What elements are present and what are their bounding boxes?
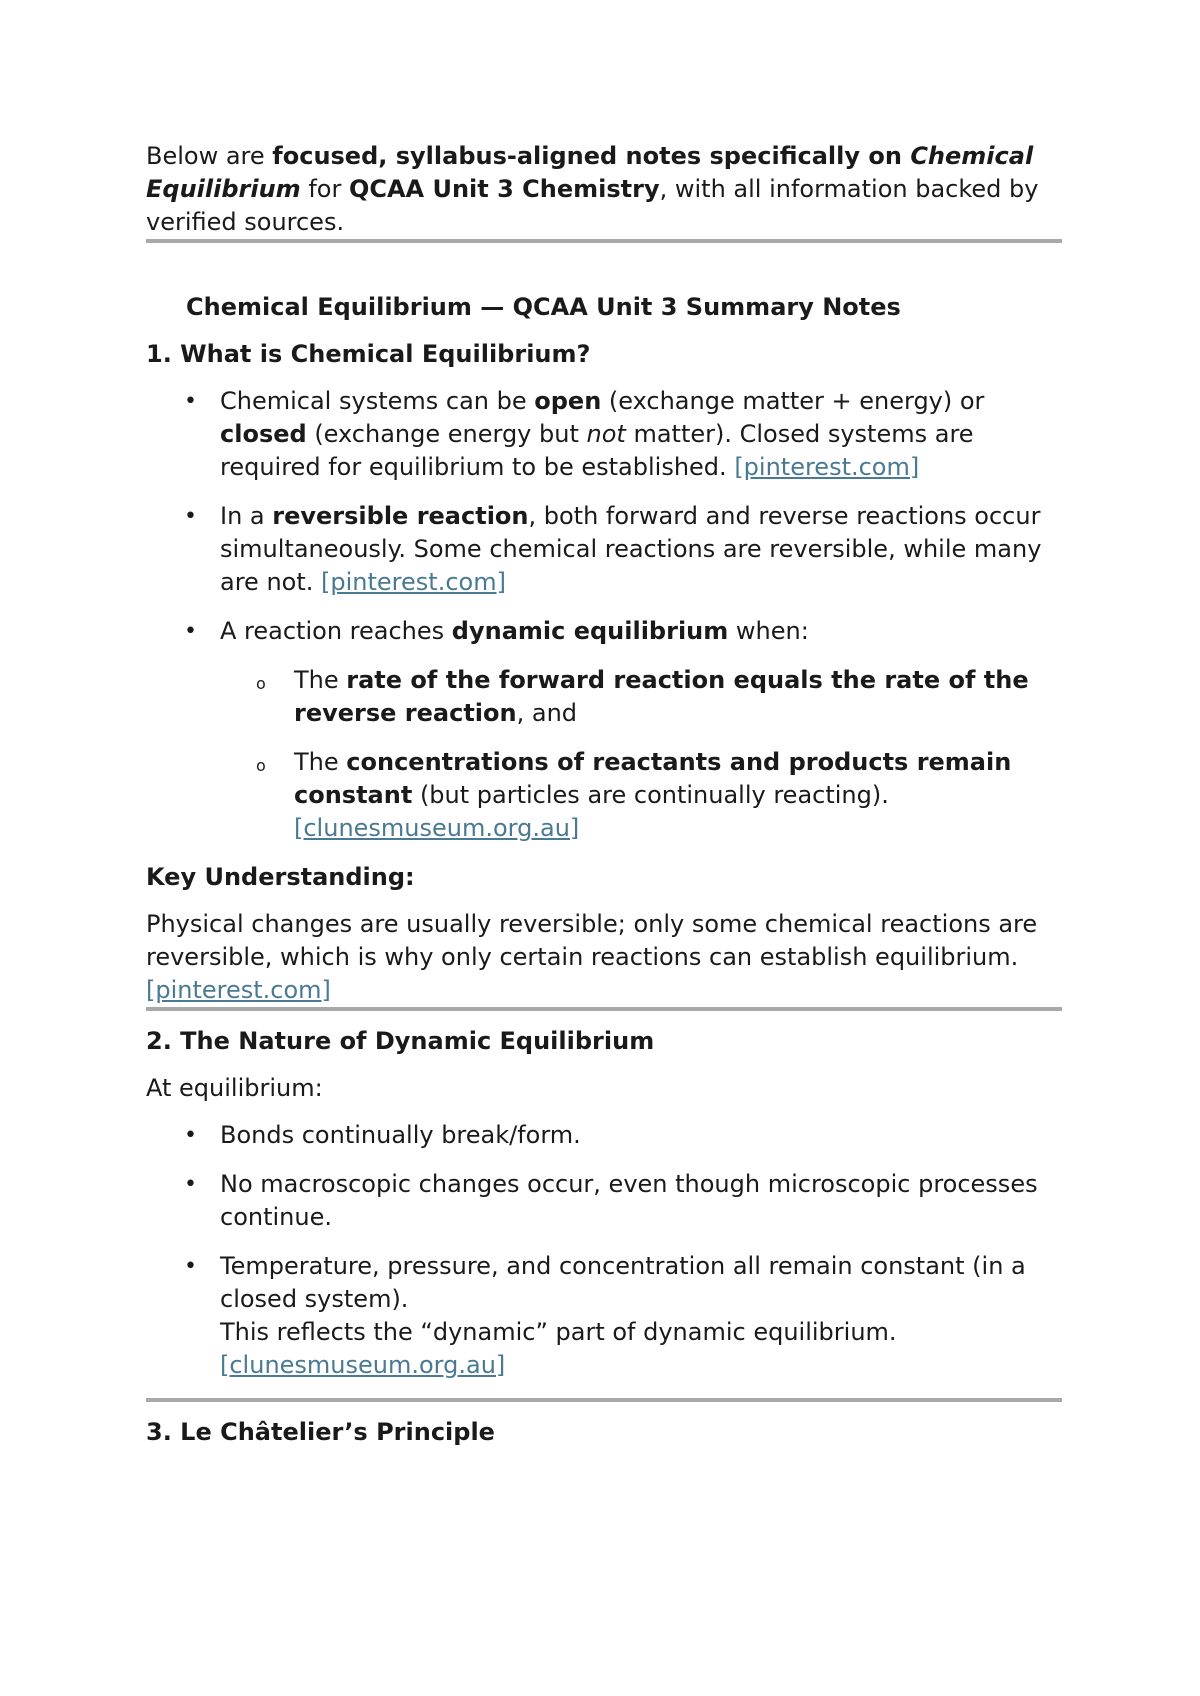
document-page — [146, 140, 1068, 1449]
text: Bonds continually break/form. — [220, 1121, 581, 1149]
intro-paragraph — [146, 140, 1068, 239]
text: , and — [516, 699, 578, 727]
italic-text: not — [586, 420, 626, 448]
section-2-lead: At equilibrium: — [146, 1074, 323, 1102]
list-item — [146, 500, 1068, 599]
text: This reflects the “dynamic” part of dynamic equilibrium. — [220, 1318, 897, 1346]
intro-bold-italic: Chemical Equilibrium — [146, 142, 1034, 203]
bold-text: dynamic equilibrium — [451, 617, 729, 645]
sub-bullet-icon: o — [256, 756, 266, 775]
text: (but particles are continually reacting). — [412, 781, 889, 809]
text: , both forward and reverse reactions occur simultaneously. Some chemical reactions are reversible, while many are not. — [220, 502, 1042, 596]
section-2-heading: 2. The Nature of Dynamic Equilibrium — [146, 1027, 655, 1055]
bullet-icon: • — [184, 1254, 197, 1279]
text: A reaction reaches — [220, 617, 452, 645]
intro-text: Below are — [146, 142, 273, 170]
intro-text: , with all information backed by verified sources. — [146, 175, 1039, 236]
text: The — [294, 748, 347, 776]
text: The — [294, 666, 347, 694]
bullet-icon: • — [184, 389, 197, 414]
list-item — [146, 1168, 1068, 1234]
source-link[interactable]: [clunesmuseum.org.au] — [294, 814, 580, 842]
source-link[interactable]: [clunesmuseum.org.au] — [220, 1351, 506, 1379]
section-1-heading: 1. What is Chemical Equilibrium? — [146, 340, 591, 368]
intro-bold: QCAA Unit 3 Chemistry — [348, 175, 660, 203]
text: (exchange energy but — [306, 420, 587, 448]
horizontal-rule — [146, 1398, 1062, 1402]
bold-text: rate of the forward reaction equals the rate of the reverse reaction — [294, 666, 1029, 727]
bold-text: closed — [220, 420, 307, 448]
text: matter). Closed systems are required for equilibrium to be established. — [220, 420, 974, 481]
text: Chemical systems can be — [220, 387, 535, 415]
key-understanding-text — [146, 908, 1068, 1007]
key-understanding-label: Key Understanding: — [146, 863, 415, 891]
intro-bold: focused, syllabus-aligned notes specifically on — [272, 142, 911, 170]
bullet-icon: • — [184, 619, 197, 644]
horizontal-rule — [146, 1007, 1062, 1011]
document-title: Chemical Equilibrium — QCAA Unit 3 Summary Notes — [186, 293, 901, 321]
sub-bullet-icon: o — [256, 674, 266, 693]
source-link[interactable]: [pinterest.com] — [734, 453, 920, 481]
section-3-heading: 3. Le Châtelier’s Principle — [146, 1418, 495, 1446]
bold-text: reversible reaction — [272, 502, 529, 530]
text: when: — [728, 617, 809, 645]
bullet-icon: • — [184, 504, 197, 529]
horizontal-rule — [146, 239, 1062, 243]
list-item — [146, 615, 1068, 845]
sub-list-item — [256, 746, 1068, 845]
text: Temperature, pressure, and concentration all remain constant (in a closed system). — [220, 1252, 1026, 1313]
bold-text: open — [534, 387, 602, 415]
intro-text: for — [300, 175, 349, 203]
text: (exchange matter + energy) or — [601, 387, 985, 415]
sub-list-item — [256, 664, 1068, 730]
bullet-list — [146, 1119, 1068, 1382]
bold-text: concentrations of reactants and products remain constant — [294, 748, 1012, 809]
list-item — [146, 385, 1068, 484]
source-link[interactable]: [pinterest.com] — [146, 976, 331, 1004]
list-item — [146, 1119, 1068, 1152]
list-item — [146, 1250, 1068, 1382]
sub-bullet-list — [220, 664, 1068, 845]
bullet-icon: • — [184, 1172, 197, 1197]
source-link[interactable]: [pinterest.com] — [321, 568, 506, 596]
bullet-list — [146, 385, 1068, 845]
text: Physical changes are usually reversible; only some chemical reactions are reversible, which is why only certain reactions can establish equilibrium. — [146, 910, 1038, 971]
bullet-icon: • — [184, 1123, 197, 1148]
text: No macroscopic changes occur, even though microscopic processes continue. — [220, 1170, 1038, 1231]
text: In a — [220, 502, 273, 530]
